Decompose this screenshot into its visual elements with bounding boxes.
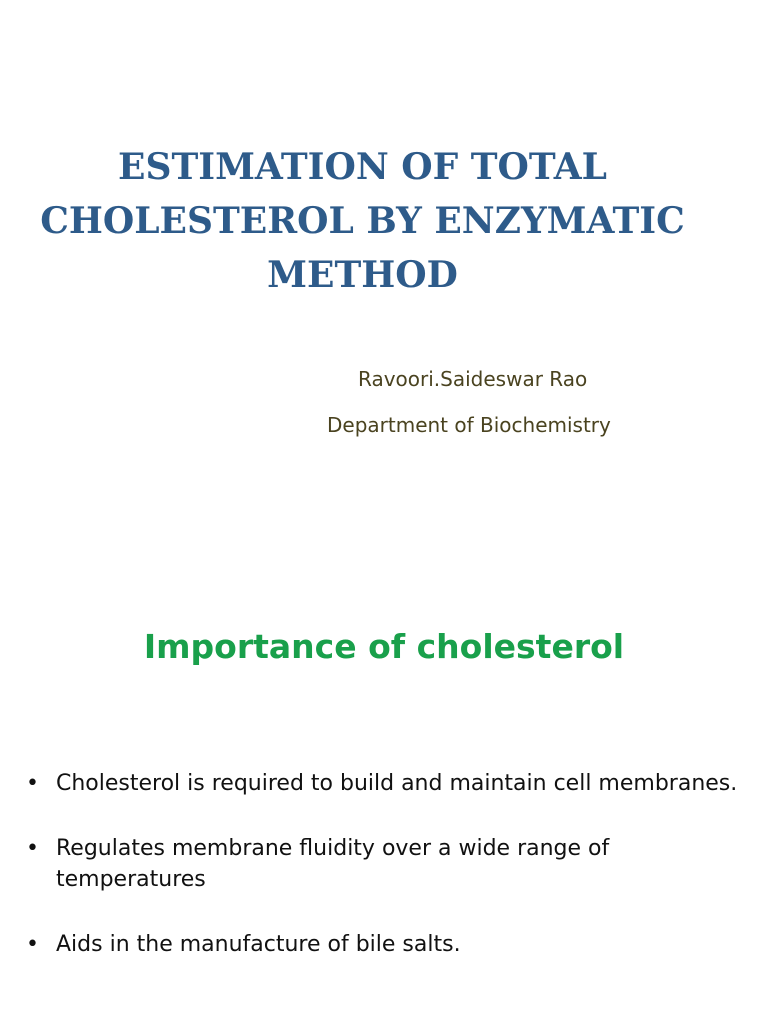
bullet-text: Aids in the manufacture of bile salts.: [56, 932, 461, 957]
section-heading: Importance of cholesterol: [143, 627, 625, 666]
department-name: Department of Biochemistry: [327, 413, 611, 437]
bullet-text: Regulates membrane fluidity over a wide range of temperatures: [56, 836, 610, 892]
bullet-list: [26, 768, 746, 994]
bullet-item: [26, 768, 746, 799]
bullet-icon: •: [26, 932, 39, 957]
bullet-icon: •: [26, 836, 39, 861]
bullet-item: [26, 833, 746, 895]
author-name: Ravoori.Saideswar Rao: [358, 367, 588, 391]
slide-title: ESTIMATION OF TOTAL CHOLESTEROL BY ENZYMATIC METHOD: [40, 146, 685, 296]
bullet-icon: •: [26, 771, 39, 796]
bullet-text: Cholesterol is required to build and maintain cell membranes.: [56, 771, 738, 796]
bullet-item: [26, 929, 746, 960]
